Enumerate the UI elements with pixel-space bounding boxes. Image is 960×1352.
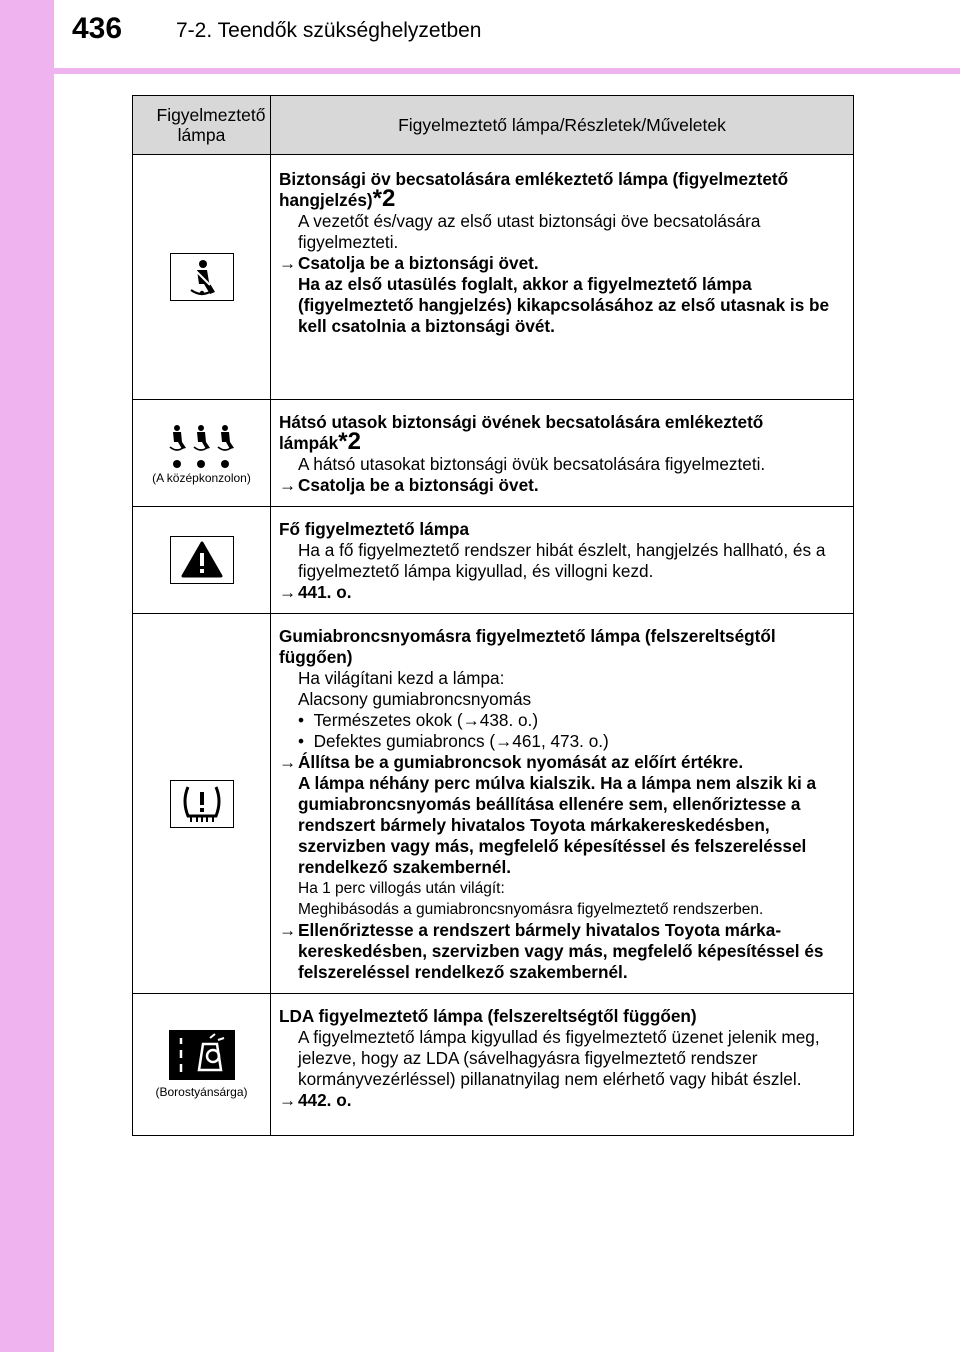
bullet-text: Természetes okok (→438. o.): [313, 710, 539, 730]
row-description: A hátsó utasokat biztonsági övük becsatolására figyelmezteti.: [298, 454, 766, 474]
table-row: [133, 994, 854, 1136]
arrow-icon: →: [279, 1090, 297, 1110]
icon-cell: [133, 507, 271, 614]
icon-cell: [133, 400, 271, 507]
row-description: A figyelmeztető lámpa kigyullad és figyelmeztető üzenet jelenik meg, jelezve, hogy az LDA (sávelhagyásra figyelmeztető rendszer kormányvezérléssel) pillanatnyilag nem elérhető vagy hibát észlel.: [298, 1027, 820, 1089]
warning-lights-table: [132, 95, 854, 1136]
row-title: Biztonsági öv becsatolására emlékeztető lámpa (figyelmeztető hangjelzés): [279, 169, 789, 210]
row-title: Fő figyelmeztető lámpa: [279, 519, 470, 539]
row-description: Ha a fő figyelmeztető rendszer hibát észlelt, hangjelzés hallható, és a figyelmeztető lámpa kigyullad, és villogni kezd.: [298, 540, 826, 581]
row-title: LDA figyelmeztető lámpa (felszereltségtől függően): [279, 1006, 697, 1026]
arrow-icon: →: [279, 582, 297, 602]
master-warning-icon: [170, 536, 234, 584]
footnote-marker: *2: [372, 185, 396, 212]
row-text: Ha világítani kezd a lámpa:: [298, 668, 505, 688]
list-item: • Természetes okok (→438. o.): [298, 710, 539, 730]
details-cell: [271, 507, 854, 614]
footnote-marker: *2: [338, 428, 361, 455]
row-title: Gumiabroncsnyomásra figyelmeztető lámpa (felszereltségtől függően): [279, 626, 776, 667]
row-text: Alacsony gumiabroncsnyomás: [298, 689, 532, 709]
arrow-icon: →: [279, 475, 297, 495]
table-row: [133, 614, 854, 994]
arrow-icon: →: [279, 752, 297, 772]
rear-seatbelt-icon: [167, 422, 237, 470]
table-row: [133, 155, 854, 400]
lda-icon: [169, 1030, 235, 1080]
column-header-details: Figyelmeztető lámpa/Részletek/Műveletek: [271, 96, 854, 155]
icon-caption: (A középkonzolon): [152, 470, 251, 485]
icon-caption: (Borostyánsárga): [155, 1085, 248, 1099]
page-number: 436: [72, 12, 123, 45]
icon-cell: [133, 994, 271, 1136]
details-cell: [271, 400, 854, 507]
column-header-lamp: Figyelmeztető lámpa: [133, 96, 271, 155]
header-rule: [54, 68, 960, 74]
row-action: Csatolja be a biztonsági övet.: [298, 253, 539, 273]
details-cell: [271, 155, 854, 400]
row-description: A vezetőt és/vagy az első utast biztonsági öve becsatolására figyelmezteti.: [298, 211, 761, 252]
arrow-icon: →: [279, 253, 297, 273]
row-action: Csatolja be a biztonsági övet.: [298, 475, 539, 495]
side-tab-bar: [0, 0, 54, 1352]
table-row: [133, 507, 854, 614]
row-action: Ellenőriztesse a rendszert bármely hivatalos Toyota márkakereskedésben, szervizben vagy más, megfelelő képesítéssel és felszereléssel rendelkező szakembernél.: [298, 920, 824, 982]
row-action: 442. o.: [298, 1090, 352, 1110]
tire-pressure-icon: [170, 780, 234, 828]
row-action-note: Ha az első utasülés foglalt, akkor a figyelmeztető lámpa (figyelmeztető hangjelzés) kikapcsolásához az első utasnak is be kell csatolnia a biztonsági övét.: [298, 274, 830, 336]
seatbelt-icon: [170, 253, 234, 301]
bullet-text: Defektes gumiabroncs (→461, 473. o.): [313, 731, 609, 751]
row-action-note: A lámpa néhány perc múlva kialszik. Ha a lámpa nem alszik ki a gumiabroncsnyomás beállítása ellenére sem, ellenőriztesse a rendszert bármely hivatalos Toyota márkakereskedésben, szervizben vagy más, megfelelő képesítéssel és felszereléssel rendelkező szakembernél.: [298, 773, 817, 877]
list-item: • Defektes gumiabroncs (→461, 473. o.): [298, 731, 609, 751]
icon-cell: [133, 155, 271, 400]
chapter-title: 7-2. Teendők szükséghelyzetben: [176, 19, 482, 42]
row-action: Állítsa be a gumiabroncsok nyomását az előírt értékre.: [298, 752, 744, 772]
table-header-row: [133, 96, 854, 155]
row-title: Hátsó utasok biztonsági övének becsatolására emlékeztető lámpák: [279, 412, 764, 453]
details-cell: [271, 994, 854, 1136]
icon-cell: [133, 614, 271, 994]
row-text: Ha 1 perc villogás után világít:: [298, 880, 505, 897]
table-row: [133, 400, 854, 507]
arrow-icon: →: [279, 920, 297, 940]
row-text: Meghibásodás a gumiabroncsnyomásra figyelmeztető rendszerben.: [298, 901, 764, 918]
details-cell: [271, 614, 854, 994]
row-action: 441. o.: [298, 582, 352, 602]
